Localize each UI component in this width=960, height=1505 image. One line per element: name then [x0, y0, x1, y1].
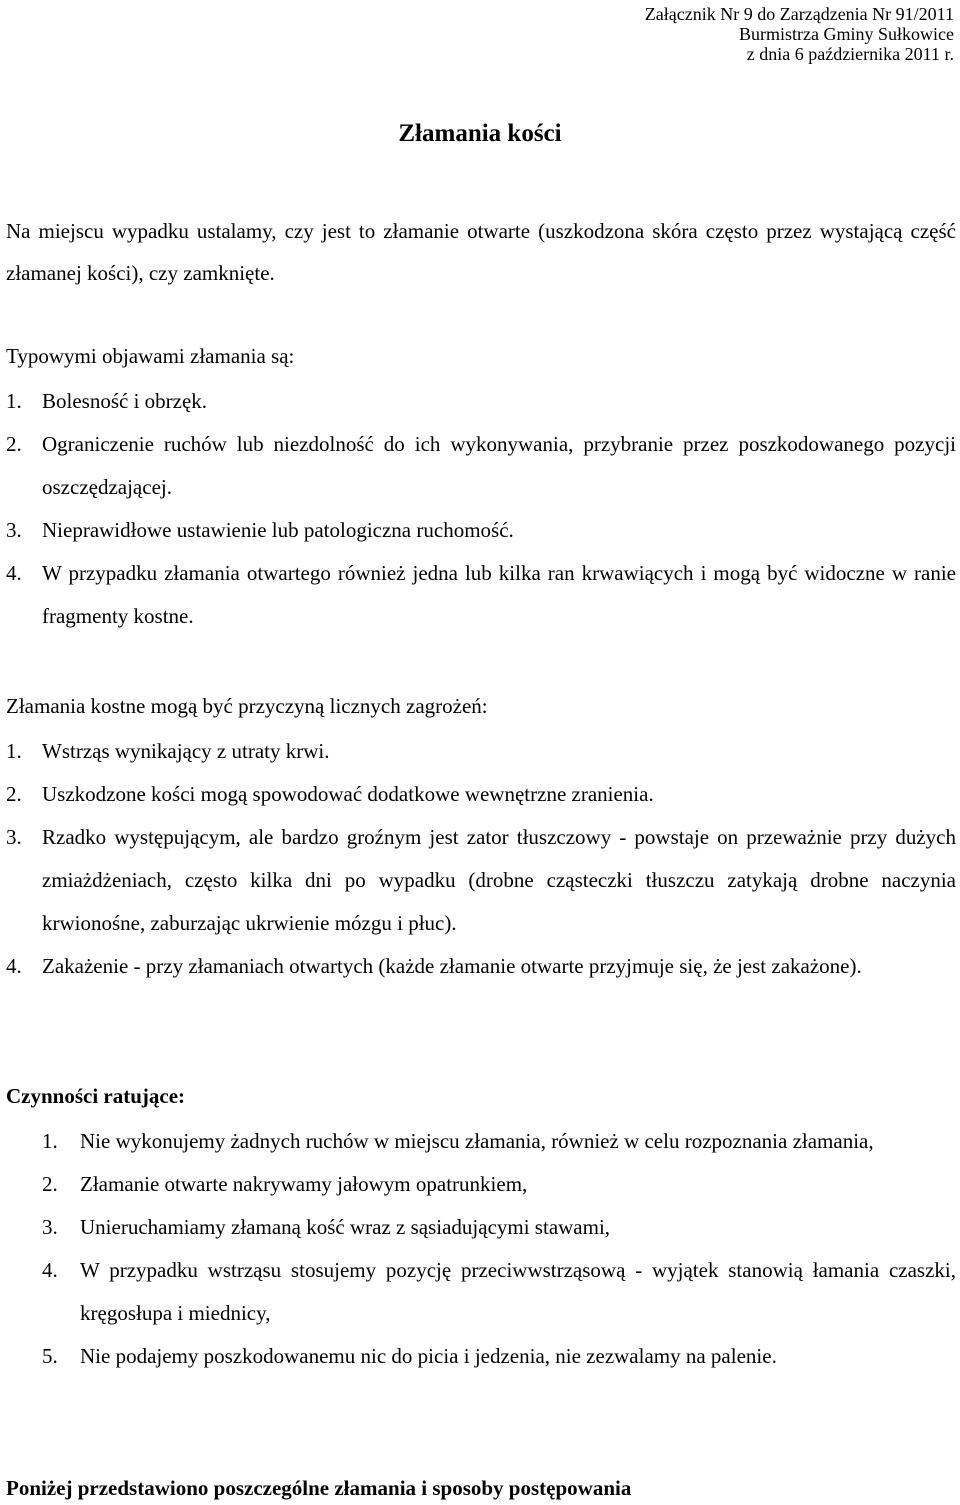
list-item-number: 4. [6, 954, 22, 978]
list-item [42, 1335, 956, 1378]
list-item [6, 945, 956, 988]
symptoms-list [6, 380, 956, 638]
list-item-number: 1. [6, 739, 22, 763]
threats-heading: Złamania kostne mogą być przyczyną licznych zagrożeń: [6, 694, 488, 718]
list-item [6, 730, 956, 773]
list-item-text: Wstrząs wynikający z utraty krwi. [42, 739, 330, 763]
list-item-number: 3. [6, 518, 22, 542]
list-item [42, 1206, 956, 1249]
header-line-1: Załącznik Nr 9 do Zarządzenia Nr 91/2011 [644, 4, 954, 24]
list-item [42, 1163, 956, 1206]
list-item [6, 380, 956, 423]
list-item [6, 423, 956, 509]
list-item [6, 509, 956, 552]
document-title: Złamania kości [398, 120, 562, 147]
list-item-text: W przypadku złamania otwartego również jedna lub kilka ran krwawiących i mogą być widoczne w ranie fragmenty kostne. [42, 561, 956, 628]
list-item-number: 2. [6, 782, 22, 806]
list-item [6, 552, 956, 638]
list-item-text: Rzadko występującym, ale bardzo groźnym jest zator tłuszczowy - powstaje on przeważnie przy dużych zmiażdżeniach, często kilka dni po wypadku (drobne cząsteczki tłuszczu zatykają drobne naczynia krwionośne, zaburzając ukrwienie mózgu i płuc). [42, 825, 956, 935]
symptoms-heading: Typowymi objawami złamania są: [6, 344, 295, 368]
list-item-number: 1. [42, 1129, 58, 1153]
list-item [6, 816, 956, 945]
list-item [6, 773, 956, 816]
list-item-number: 3. [42, 1215, 58, 1239]
actions-list [42, 1120, 956, 1378]
list-item-text: Bolesność i obrzęk. [42, 389, 208, 413]
list-item-number: 4. [42, 1258, 58, 1282]
list-item-text: Zakażenie - przy złamaniach otwartych (każde złamanie otwarte przyjmuje się, że jest zakażone). [42, 954, 862, 978]
list-item-number: 3. [6, 825, 22, 849]
list-item-text: Unieruchamiamy złamaną kość wraz z sąsiadującymi stawami, [80, 1215, 611, 1239]
threats-list [6, 730, 956, 988]
list-item-text: Złamanie otwarte nakrywamy jałowym opatrunkiem, [80, 1172, 528, 1196]
list-item-text: Nieprawidłowe ustawienie lub patologiczna ruchomość. [42, 518, 514, 542]
actions-heading: Czynności ratujące: [6, 1084, 186, 1108]
fractures-section-heading: Poniżej przedstawiono poszczególne złamania i sposoby postępowania [6, 1476, 632, 1500]
list-item-text: Nie wykonujemy żadnych ruchów w miejscu złamania, również w celu rozpoznania złamania, [80, 1129, 874, 1153]
list-item [42, 1120, 956, 1163]
intro-paragraph: Na miejscu wypadku ustalamy, czy jest to złamanie otwarte (uszkodzona skóra często przez wystającą część złamanej kości), czy zamknięte. [6, 219, 956, 285]
list-item-text: W przypadku wstrząsu stosujemy pozycję przeciwwstrząsową - wyjątek stanowią łamania czaszki, kręgosłupa i miednicy, [80, 1258, 956, 1325]
list-item-number: 2. [42, 1172, 58, 1196]
list-item-number: 4. [6, 561, 22, 585]
list-item-number: 2. [6, 432, 22, 456]
list-item-text: Uszkodzone kości mogą spowodować dodatkowe wewnętrzne zranienia. [42, 782, 654, 806]
list-item-number: 5. [42, 1344, 58, 1368]
list-item-number: 1. [6, 389, 22, 413]
list-item-text: Nie podajemy poszkodowanemu nic do picia i jedzenia, nie zezwalamy na palenie. [80, 1344, 777, 1368]
attachment-header [645, 4, 954, 64]
header-line-2: Burmistrza Gminy Sułkowice [739, 24, 954, 44]
header-line-3: z dnia 6 października 2011 r. [746, 44, 954, 64]
list-item-text: Ograniczenie ruchów lub niezdolność do ich wykonywania, przybranie przez poszkodowanego pozycji oszczędzającej. [42, 432, 956, 499]
list-item [42, 1249, 956, 1335]
